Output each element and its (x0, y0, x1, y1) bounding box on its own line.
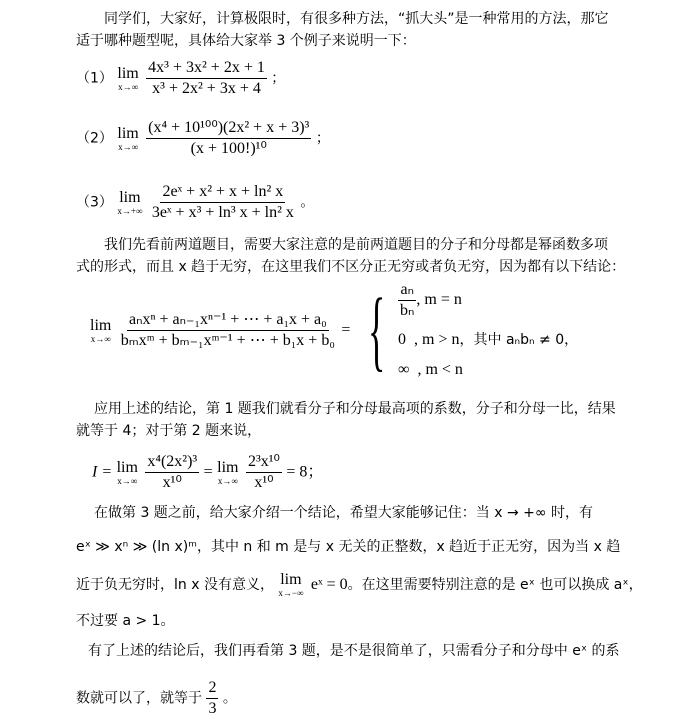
case-list (398, 280, 578, 381)
case-equal (398, 280, 578, 321)
fraction (119, 310, 337, 351)
text-line: 不过要 a > 1。 (76, 613, 175, 629)
math: eˣ = 0 (310, 576, 348, 593)
text: 。在这里需要特别注意的是 eˣ 也可以换成 aˣ， (347, 577, 643, 593)
paragraph-final (76, 640, 620, 714)
limit-operator (117, 190, 142, 216)
equals: = (341, 321, 351, 339)
denominator: bₘxᵐ + bₘ₋₁xᵐ⁻¹ + ⋯ + b₁x + b₀ (120, 332, 335, 349)
limit-operator (217, 460, 238, 486)
punctuation: 。 (222, 690, 237, 707)
punctuation: ； (315, 130, 330, 147)
condition: , m > n (414, 331, 460, 348)
punctuation: ； (271, 70, 286, 87)
numerator: 2eˣ + x² + x + ln² x (160, 182, 285, 203)
result: = 8； (286, 463, 324, 481)
left-brace: { (367, 280, 386, 380)
denominator: x¹⁰ (254, 474, 274, 491)
example-2 (76, 118, 330, 159)
calculation (92, 452, 323, 493)
note: ，其中 aₙbₙ ≠ 0， (459, 332, 579, 348)
lim-text: lim (116, 458, 138, 476)
numerator: x⁴(2x²)³ (145, 452, 199, 473)
lim-subscript: x→−∞ (278, 588, 304, 598)
lim-text: lim (117, 124, 139, 142)
fraction (206, 678, 218, 714)
text-line: 应用上述的结论，第 1 题我们就看分子和分母最高项的系数，分子和分母一比，结果 (94, 401, 616, 417)
lim-text: lim (280, 571, 302, 588)
denominator: (x + 100!)¹⁰ (190, 140, 267, 157)
text-line (76, 572, 643, 610)
condition: , m = n (416, 291, 462, 309)
lim-text: lim (90, 316, 112, 334)
denominator: 3 (208, 700, 217, 714)
equals: = (203, 463, 213, 481)
example-1 (76, 58, 285, 99)
denominator: 3eˣ + x³ + ln³ x + ln² x (151, 204, 294, 221)
fraction (146, 58, 267, 99)
example-label: （3） (76, 194, 113, 211)
paragraph-intro (76, 8, 609, 52)
lim-text: lim (217, 458, 239, 476)
condition: , m < n (417, 361, 463, 378)
fraction (398, 280, 416, 321)
text-line: eˣ ≫ xⁿ ≫ (ln x)ᵐ，其中 n 和 m 是与 x 无关的正整数，x 趋近于正无穷，因为当 x 趋 (76, 539, 621, 555)
numerator: aₙxⁿ + aₙ₋₁xⁿ⁻¹ + ⋯ + a₁x + a₀ (127, 310, 329, 331)
paragraph-conclusion (76, 502, 643, 632)
limit-operator (117, 126, 138, 152)
lim-subscript: x→+∞ (117, 205, 143, 216)
lim-text: lim (117, 64, 139, 82)
fraction (246, 452, 282, 493)
denominator: x¹⁰ (162, 474, 182, 491)
paragraph-apply (76, 398, 616, 442)
case-less (398, 359, 578, 381)
text-line: 在做第 3 题之前，给大家介绍一个结论，希望大家能够记住：当 x → +∞ 时，有 (94, 505, 594, 521)
denominator: x³ + 2x² + 3x + 4 (152, 80, 261, 97)
lim-subscript: x→∞ (118, 141, 138, 152)
text-line: 同学们，大家好，计算极限时，有很多种方法，“抓大头”是一种常用的方法，那它 (104, 11, 609, 27)
text-line: 有了上述的结论后，我们再看第 3 题，是不是很简单了，只需看分子和分母中 eˣ 的系 (88, 643, 620, 659)
lim-subscript: x→∞ (217, 475, 238, 486)
text-line: 就等于 4；对于第 2 题来说， (76, 423, 262, 439)
limit-operator (117, 460, 138, 486)
numerator: aₙ (398, 280, 415, 301)
text-line (76, 678, 620, 714)
example-label: （1） (76, 70, 113, 87)
lim-subscript: x→∞ (117, 475, 138, 486)
lim-subscript: x→∞ (90, 333, 111, 344)
punctuation: 。 (300, 194, 315, 211)
numerator: 4x³ + 3x² + 2x + 1 (146, 58, 267, 79)
limit-operator (278, 572, 303, 598)
fraction (150, 182, 296, 223)
cases (355, 280, 578, 381)
limit-operator (117, 66, 138, 92)
text-line: 适于哪种题型呢，具体给大家举 3 个例子来说明一下： (76, 33, 416, 49)
lhs: I = (92, 463, 113, 481)
numerator: 2³x¹⁰ (246, 452, 282, 473)
example-label: （2） (76, 130, 113, 147)
text-line: 我们先看前两道题目，需要大家注意的是前两道题目的分子和分母都是幂函数多项 (104, 237, 608, 253)
lim-text: lim (119, 188, 141, 206)
numerator: 2 (206, 678, 218, 699)
text-line: 式的形式，而且 x 趋于无穷，在这里我们不区分正无穷或者负无穷，因为都有以下结论： (76, 259, 626, 275)
limit-operator (90, 318, 111, 344)
numerator: (x⁴ + 10¹⁰⁰)(2x² + x + 3)³ (146, 118, 311, 139)
fraction (145, 452, 199, 493)
fraction (146, 118, 311, 159)
text: 近于负无穷时，ln x 没有意义， (76, 577, 274, 593)
paragraph-polynomials (76, 234, 625, 278)
denominator: bₙ (400, 302, 415, 319)
value: ∞ (398, 361, 410, 378)
polynomial-limit-rule (90, 280, 578, 381)
case-greater (398, 329, 578, 351)
text: 数就可以了，就等于 (76, 690, 202, 707)
value: 0 (398, 331, 407, 348)
example-3 (76, 182, 314, 223)
lim-subscript: x→∞ (118, 81, 138, 92)
